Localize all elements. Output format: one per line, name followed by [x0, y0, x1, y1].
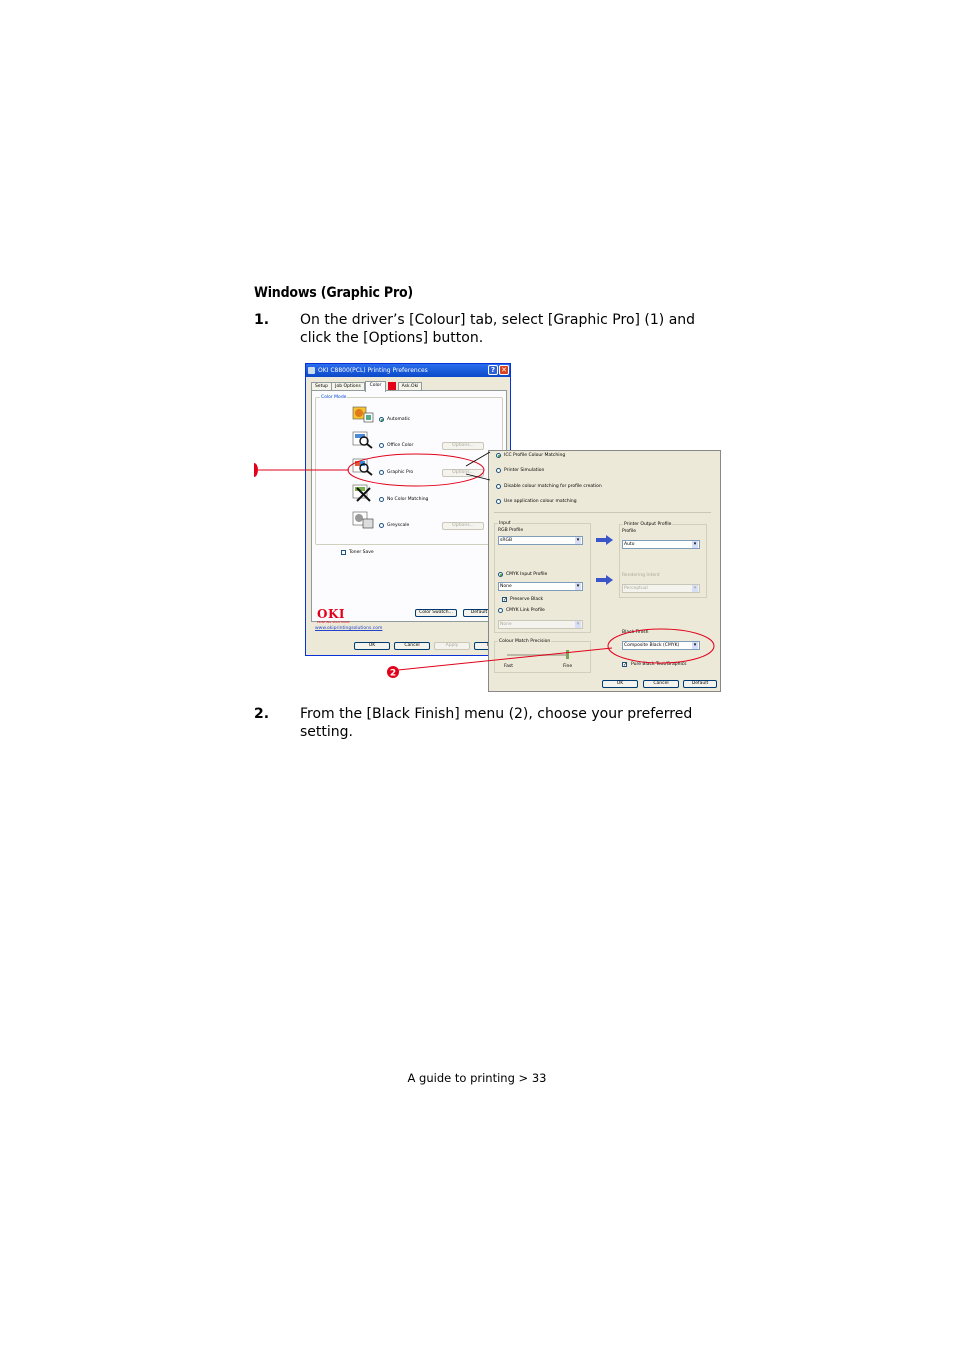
- preserve-black-label: Preserve Black: [510, 597, 544, 602]
- step-text: On the driver’s [Colour] tab, select [Graphic Pro] (1) and click the [Options] button.: [300, 312, 696, 346]
- black-finish-dropdown[interactable]: Composite Black (CMYK) ▾: [622, 641, 700, 650]
- color-mode-label: Color Mode: [321, 395, 347, 400]
- preserve-black-checkbox[interactable]: ✓: [503, 597, 508, 603]
- tab-color[interactable]: Color: [365, 381, 386, 392]
- tab-setup[interactable]: Setup: [311, 382, 332, 391]
- greyscale-options-button[interactable]: Options...: [442, 522, 484, 530]
- rendering-intent-dropdown[interactable]: Perceptual ▾: [622, 584, 700, 593]
- options-default-button[interactable]: Default: [683, 680, 717, 688]
- rgb-profile-dropdown[interactable]: sRGB ▾: [498, 536, 583, 545]
- oki-logo-tagline: PRINTING SOLUTIONS: [317, 620, 350, 624]
- close-titlebar-button[interactable]: ✕: [499, 365, 509, 375]
- page-footer: A guide to printing > 33: [407, 1071, 547, 1085]
- tab-job-options[interactable]: Job Options: [331, 382, 365, 391]
- oki-website-link[interactable]: www.okiprintingsolutions.com: [315, 626, 383, 631]
- office-color-options-button[interactable]: Options...: [442, 442, 484, 450]
- options-ok-button[interactable]: OK: [602, 680, 638, 688]
- step-text: From the [Black Finish] menu (2), choose your preferred setting.: [300, 706, 693, 740]
- no-color-matching-label: No Color Matching: [387, 497, 429, 502]
- callout-2-ellipse: [608, 629, 714, 663]
- pure-black-checkbox[interactable]: ✓: [623, 662, 628, 668]
- cmyk-link-label: CMYK Link Profile: [506, 608, 545, 613]
- section-heading: Windows (Graphic Pro): [254, 285, 413, 301]
- greyscale-label: Greyscale: [387, 523, 410, 528]
- output-profile-label: Printer Output Profile: [624, 522, 672, 527]
- profile-label: Profile: [622, 529, 636, 534]
- printer-simulation-label: Printer Simulation: [504, 468, 545, 473]
- step-number: 1.: [254, 312, 270, 328]
- tab-ask-oki[interactable]: Ask.Oki: [398, 382, 422, 391]
- color-swatch-button[interactable]: Color Swatch...: [415, 609, 457, 617]
- rgb-profile-label: RGB Profile: [498, 528, 524, 533]
- dialog-title: OKI C8800(PCL) Printing Preferences: [318, 367, 428, 374]
- graphic-pro-options-button[interactable]: Options...: [442, 469, 484, 477]
- rendering-intent-label: Rendering Intent: [622, 573, 660, 578]
- black-finish-label: Black Finish: [622, 630, 649, 635]
- step-number: 2.: [254, 706, 270, 722]
- precision-label: Colour Match Precision: [499, 639, 551, 644]
- cmyk-input-dropdown[interactable]: None ▾: [498, 582, 583, 591]
- apply-button[interactable]: Apply: [434, 642, 470, 650]
- toner-save-label: Toner Save: [349, 550, 374, 555]
- help-titlebar-button[interactable]: ?: [488, 365, 498, 375]
- zoom-line-bottom: [466, 474, 490, 480]
- application-matching-label: Use application colour matching: [504, 499, 577, 504]
- cmyk-link-dropdown[interactable]: None ▾: [498, 620, 583, 629]
- automatic-label: Automatic: [387, 417, 411, 422]
- office-color-label: Office Color: [387, 443, 414, 448]
- oki-logo: OKI: [317, 607, 345, 621]
- callout-1-ellipse: [348, 454, 484, 486]
- default-button[interactable]: Default: [463, 609, 495, 617]
- zoom-line-top: [466, 452, 490, 466]
- callout-2-number: 2: [389, 668, 397, 679]
- cmyk-input-label: CMYK Input Profile: [506, 572, 548, 577]
- input-group-label: Input: [499, 521, 511, 526]
- cancel-button[interactable]: Cancel: [394, 642, 430, 650]
- fast-label: Fast: [504, 664, 514, 669]
- pure-black-label: Pure Black Text/Graphics: [631, 662, 687, 667]
- ok-button[interactable]: OK: [354, 642, 390, 650]
- graphic-pro-label: Graphic Pro: [387, 470, 414, 475]
- fine-label: Fine: [563, 664, 573, 669]
- disable-matching-label: Disable colour matching for profile creation: [504, 484, 602, 489]
- options-cancel-button[interactable]: Cancel: [643, 680, 679, 688]
- callout-1-marker: [254, 463, 258, 477]
- profile-dropdown[interactable]: Auto ▾: [622, 540, 700, 549]
- icc-profile-label: ICC Profile Colour Matching: [504, 453, 566, 458]
- callout-2-leader: [398, 648, 612, 670]
